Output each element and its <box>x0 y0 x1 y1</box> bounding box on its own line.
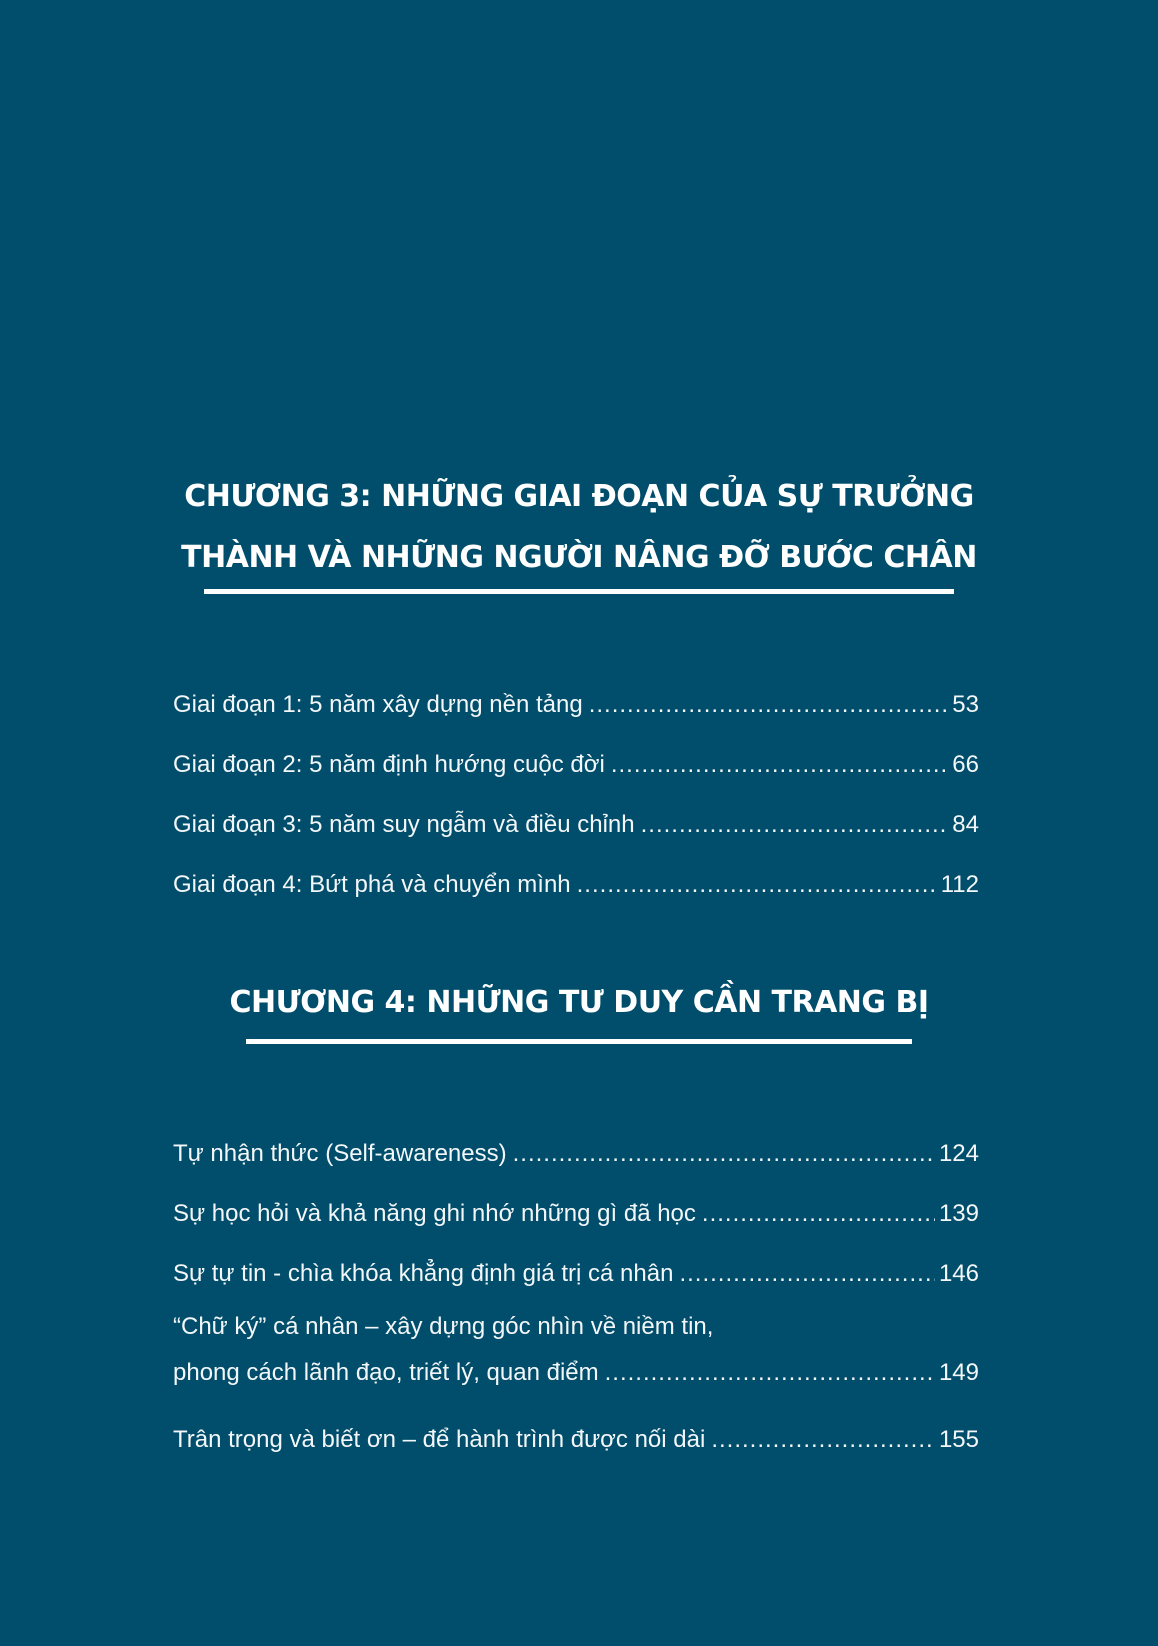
toc-entry-title: phong cách lãnh đạo, triết lý, quan điểm <box>173 1359 599 1386</box>
toc-leader-dots <box>611 735 948 795</box>
chapter-4-title: CHƯƠNG 4: NHỮNG TƯ DUY CẦN TRANG BỊ <box>229 985 929 1020</box>
toc-leader-dots <box>605 1350 935 1396</box>
toc-entry[interactable] <box>173 1410 979 1470</box>
toc-entry-title: Giai đoạn 2: 5 năm định hướng cuộc đời <box>173 751 605 778</box>
toc-entry-page: 84 <box>952 811 979 838</box>
chapter-4-underline <box>246 1039 912 1044</box>
chapter-3-title <box>181 466 977 588</box>
toc-leader-dots <box>679 1244 935 1304</box>
toc-entry[interactable] <box>173 735 979 795</box>
toc-entry-title: Trân trọng và biết ơn – để hành trình được nối dài <box>173 1426 706 1453</box>
toc-entry[interactable] <box>173 795 979 855</box>
chapter-3-heading <box>0 466 1158 588</box>
chapter-3-title-line2: THÀNH VÀ NHỮNG NGƯỜI NÂNG ĐỠ BƯỚC CHÂN <box>181 540 977 575</box>
toc-entry[interactable] <box>173 1184 979 1244</box>
toc-leader-dots <box>513 1124 935 1184</box>
toc-leader-dots <box>641 795 949 855</box>
toc-leader-dots <box>577 855 937 915</box>
toc-leader-dots <box>589 675 949 735</box>
toc-entry-page: 66 <box>952 751 979 778</box>
toc-entry-title: Giai đoạn 4: Bứt phá và chuyển mình <box>173 871 571 898</box>
chapter-3-title-line1: CHƯƠNG 3: NHỮNG GIAI ĐOẠN CỦA SỰ TRƯỞNG <box>184 479 974 514</box>
toc-entry-page: 112 <box>940 871 979 898</box>
toc-entry-page: 53 <box>952 691 979 718</box>
toc-entry-page: 149 <box>938 1359 979 1386</box>
chapter-4-heading <box>0 983 1158 1023</box>
toc-entry[interactable] <box>173 1124 979 1184</box>
toc-entry-page: 155 <box>938 1426 979 1453</box>
chapter-3-underline <box>204 589 954 594</box>
toc-leader-dots <box>711 1410 935 1470</box>
toc-entry-title: Giai đoạn 3: 5 năm suy ngẫm và điều chỉnh <box>173 811 635 838</box>
toc-entry-title: Sự học hỏi và khả năng ghi nhớ những gì đã học <box>173 1200 696 1227</box>
toc-entry[interactable] <box>173 1244 979 1304</box>
toc-entry-page: 146 <box>938 1260 979 1287</box>
toc-entry-page: 139 <box>938 1200 979 1227</box>
toc-leader-dots <box>702 1184 935 1244</box>
toc-entry-page: 124 <box>938 1140 979 1167</box>
toc-entry-title: Tự nhận thức (Self-awareness) <box>173 1140 507 1167</box>
chapter-3-toc <box>173 675 979 915</box>
chapter-4-toc <box>173 1124 979 1470</box>
toc-entry[interactable] <box>173 675 979 735</box>
toc-entry[interactable] <box>173 855 979 915</box>
toc-entry-title: Sự tự tin - chìa khóa khẳng định giá trị cá nhân <box>173 1260 674 1287</box>
toc-entry-title-line1: “Chữ ký” cá nhân – xây dựng góc nhìn về niềm tin, <box>173 1313 714 1340</box>
toc-entry-title: Giai đoạn 1: 5 năm xây dựng nền tảng <box>173 691 583 718</box>
toc-entry[interactable] <box>173 1304 979 1410</box>
